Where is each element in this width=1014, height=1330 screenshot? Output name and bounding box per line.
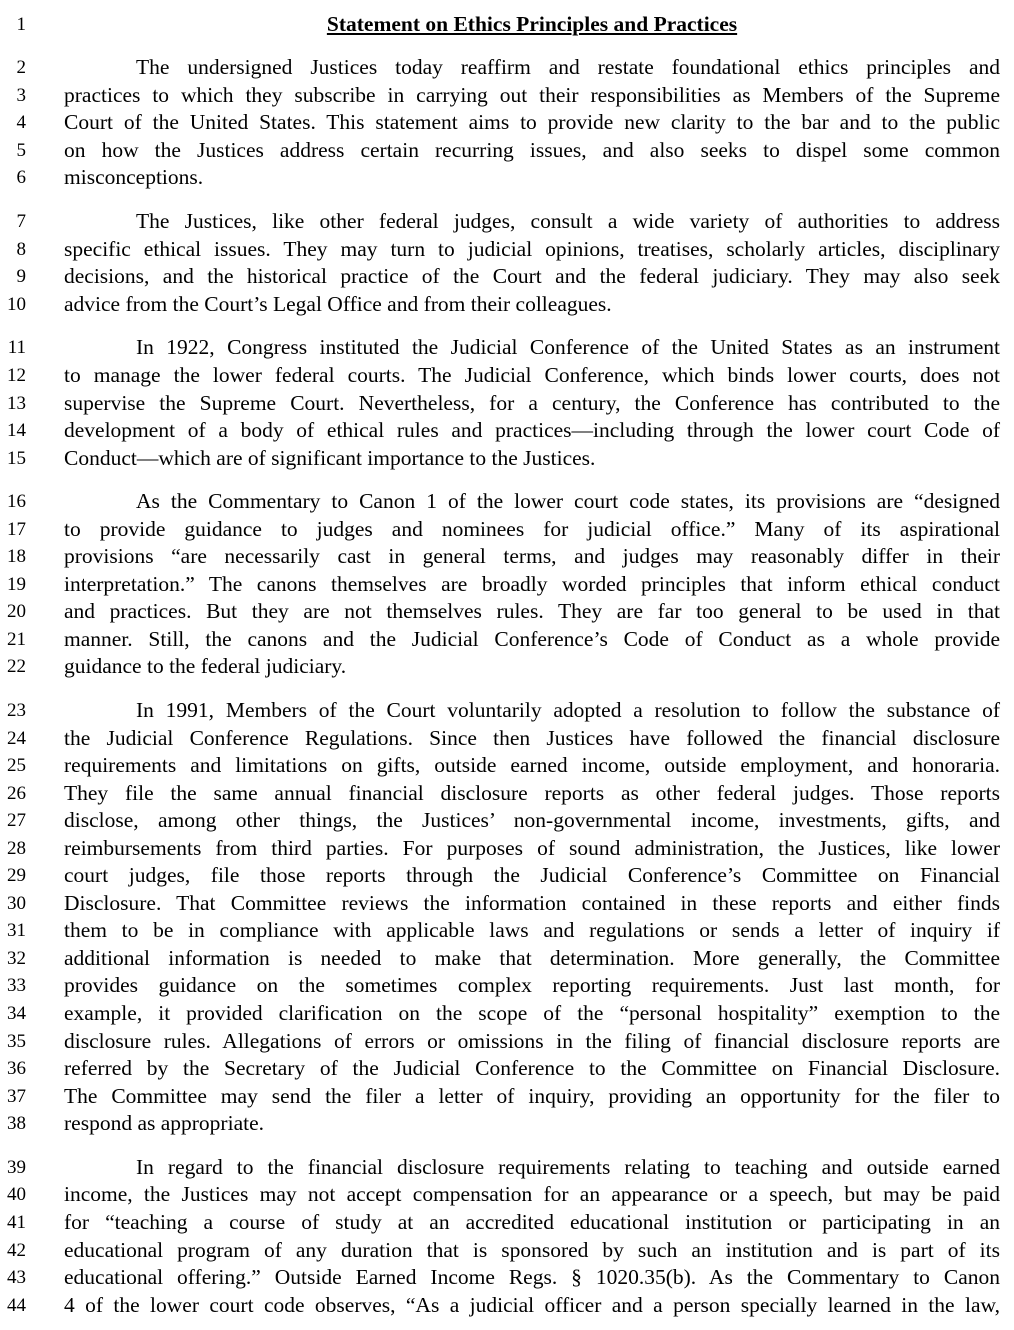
line-text: respond as appropriate. [64,1111,264,1135]
text-line [0,697,1014,725]
text-line [0,82,1014,110]
line-number: 26 [7,783,26,804]
line-text: The undersigned Justices today reaffirm and restate foundational ethics principles and [136,55,1000,79]
text-line [0,1110,1014,1138]
line-text: As the Commentary to Canon 1 of the lower court code states, its provisions are “designed [136,489,1000,513]
line-number: 17 [7,519,26,540]
line-number: 13 [7,393,26,414]
line-number: 20 [7,601,26,622]
line-number: 6 [16,167,26,188]
line-number: 42 [7,1240,26,1261]
line-text: In 1991, Members of the Court voluntarily adopted a resolution to follow the substance of [136,698,1000,722]
text-line [0,725,1014,753]
text-line [0,516,1014,544]
line-text: on how the Justices address certain recurring issues, and also seeks to dispel some common [64,138,1000,162]
text-line [0,109,1014,137]
text-line [0,1209,1014,1237]
text-line [0,236,1014,264]
line-text: In regard to the financial disclosure requirements relating to teaching and outside earned [136,1155,1000,1179]
line-text: provides guidance on the sometimes complex reporting requirements. Just last month, for [64,973,1000,997]
text-line [0,862,1014,890]
text-line [0,1000,1014,1028]
line-number: 34 [7,1003,26,1024]
line-text: supervise the Supreme Court. Nevertheless, for a century, the Conference has contributed to the [64,391,1000,415]
line-text: example, it provided clarification on the scope of the “personal hospitality” exemption to the [64,1001,1000,1025]
line-number: 18 [7,546,26,567]
line-text: advice from the Court’s Legal Office and from their colleagues. [64,292,612,316]
text-line [0,1237,1014,1265]
line-number: 2 [16,57,26,78]
text-line [0,488,1014,516]
line-number: 4 [16,112,26,133]
text-line [0,1154,1014,1182]
text-line [0,1292,1014,1320]
text-line [0,1264,1014,1292]
line-number: 23 [7,700,26,721]
text-line [0,653,1014,681]
line-number: 29 [7,865,26,886]
line-text: disclose, among other things, the Justices’ non-governmental income, investments, gifts, and [64,808,1000,832]
line-text: the Judicial Conference Regulations. Since then Justices have followed the financial disclosure [64,726,1000,750]
text-line [0,1083,1014,1111]
text-line [0,780,1014,808]
line-text: The Committee may send the filer a letter of inquiry, providing an opportunity for the filer to [64,1084,1000,1108]
text-line [0,598,1014,626]
text-line [0,917,1014,945]
text-line [0,890,1014,918]
text-line [0,291,1014,319]
line-number: 1 [16,14,26,35]
document-title: Statement on Ethics Principles and Practices [326,12,738,36]
line-number: 5 [16,140,26,161]
line-text: requirements and limitations on gifts, outside earned income, outside employment, and honoraria. [64,753,1000,777]
line-number: 32 [7,948,26,969]
title-row [0,11,1014,39]
line-text: specific ethical issues. They may turn to judicial opinions, treatises, scholarly articles, disciplinary [64,237,1000,261]
line-text: misconceptions. [64,165,204,189]
line-number: 36 [7,1058,26,1079]
line-text: court judges, file those reports through the Judicial Conference’s Committee on Financial [64,863,1000,887]
text-line [0,752,1014,780]
text-line [0,626,1014,654]
line-number: 31 [7,920,26,941]
line-number: 33 [7,975,26,996]
line-text: guidance to the federal judiciary. [64,654,347,678]
line-number: 30 [7,893,26,914]
line-number: 21 [7,629,26,650]
line-text: decisions, and the historical practice of the Court and the federal judiciary. They may also seek [64,264,1000,288]
line-number: 35 [7,1031,26,1052]
line-text: for “teaching a course of study at an accredited educational institution or participating in an [64,1210,1000,1234]
line-text: reimbursements from third parties. For purposes of sound administration, the Justices, like lower [64,836,1000,860]
line-text: additional information is needed to make that determination. More generally, the Committee [64,946,1000,970]
line-number: 11 [7,337,26,358]
line-number: 3 [16,85,26,106]
line-text: development of a body of ethical rules and practices—including through the lower court Code of [64,418,1000,442]
line-text: practices to which they subscribe in carrying out their responsibilities as Members of the Supreme [64,83,1000,107]
line-text: The Justices, like other federal judges, consult a wide variety of authorities to address [136,209,1000,233]
text-line [0,1181,1014,1209]
line-number: 39 [7,1157,26,1178]
text-line [0,835,1014,863]
line-text: Conduct—which are of significant importance to the Justices. [64,446,596,470]
line-number: 9 [16,266,26,287]
text-line [0,417,1014,445]
text-line [0,164,1014,192]
line-number: 8 [16,239,26,260]
line-number: 27 [7,810,26,831]
text-line [0,945,1014,973]
text-line [0,972,1014,1000]
text-line [0,1055,1014,1083]
text-line [0,807,1014,835]
line-text: In 1922, Congress instituted the Judicial Conference of the United States as an instrument [136,335,1000,359]
text-line [0,54,1014,82]
line-text: provisions “are necessarily cast in general terms, and judges may reasonably differ in their [64,544,1000,568]
line-number: 25 [7,755,26,776]
text-line [0,263,1014,291]
line-number: 44 [7,1295,26,1316]
line-text: They file the same annual financial disclosure reports as other federal judges. Those reports [64,781,1000,805]
text-line [0,334,1014,362]
line-number: 28 [7,838,26,859]
line-text: manner. Still, the canons and the Judicial Conference’s Code of Conduct as a whole provide [64,627,1000,651]
line-number: 14 [7,420,26,441]
line-number: 15 [7,448,26,469]
text-line [0,445,1014,473]
line-text: interpretation.” The canons themselves are broadly worded principles that inform ethical conduct [64,572,1000,596]
line-text: Court of the United States. This statement aims to provide new clarity to the bar and to the public [64,110,1000,134]
line-number: 10 [7,294,26,315]
text-line [0,208,1014,236]
line-number: 43 [7,1267,26,1288]
line-text: to provide guidance to judges and nominees for judicial office.” Many of its aspirational [64,517,1000,541]
line-text: disclosure rules. Allegations of errors or omissions in the filing of financial disclosure reports are [64,1029,1000,1053]
text-line [0,390,1014,418]
line-number: 24 [7,728,26,749]
text-line [0,543,1014,571]
line-number: 12 [7,365,26,386]
line-text: educational offering.” Outside Earned Income Regs. § 1020.35(b). As the Commentary to Canon [64,1265,1000,1289]
line-text: referred by the Secretary of the Judicial Conference to the Committee on Financial Disclosure. [64,1056,1000,1080]
line-number: 22 [7,656,26,677]
line-text: to manage the lower federal courts. The Judicial Conference, which binds lower courts, does not [64,363,1000,387]
line-number: 19 [7,574,26,595]
line-number: 38 [7,1113,26,1134]
line-text: them to be in compliance with applicable laws and regulations or sends a letter of inquiry if [64,918,1000,942]
line-number: 41 [7,1212,26,1233]
line-number: 7 [16,211,26,232]
text-line [0,571,1014,599]
line-text: Disclosure. That Committee reviews the information contained in these reports and either finds [64,891,1000,915]
line-number: 16 [7,491,26,512]
line-text: 4 of the lower court code observes, “As a judicial officer and a person specially learned in the law, [64,1293,1000,1317]
line-number: 40 [7,1184,26,1205]
text-line [0,362,1014,390]
line-number: 37 [7,1086,26,1107]
line-text: educational program of any duration that is sponsored by such an institution and is part of its [64,1238,1000,1262]
text-line [0,137,1014,165]
line-text: and practices. But they are not themselves rules. They are far too general to be used in that [64,599,1000,623]
text-line [0,1028,1014,1056]
line-text: income, the Justices may not accept compensation for an appearance or a speech, but may be paid [64,1182,1000,1206]
